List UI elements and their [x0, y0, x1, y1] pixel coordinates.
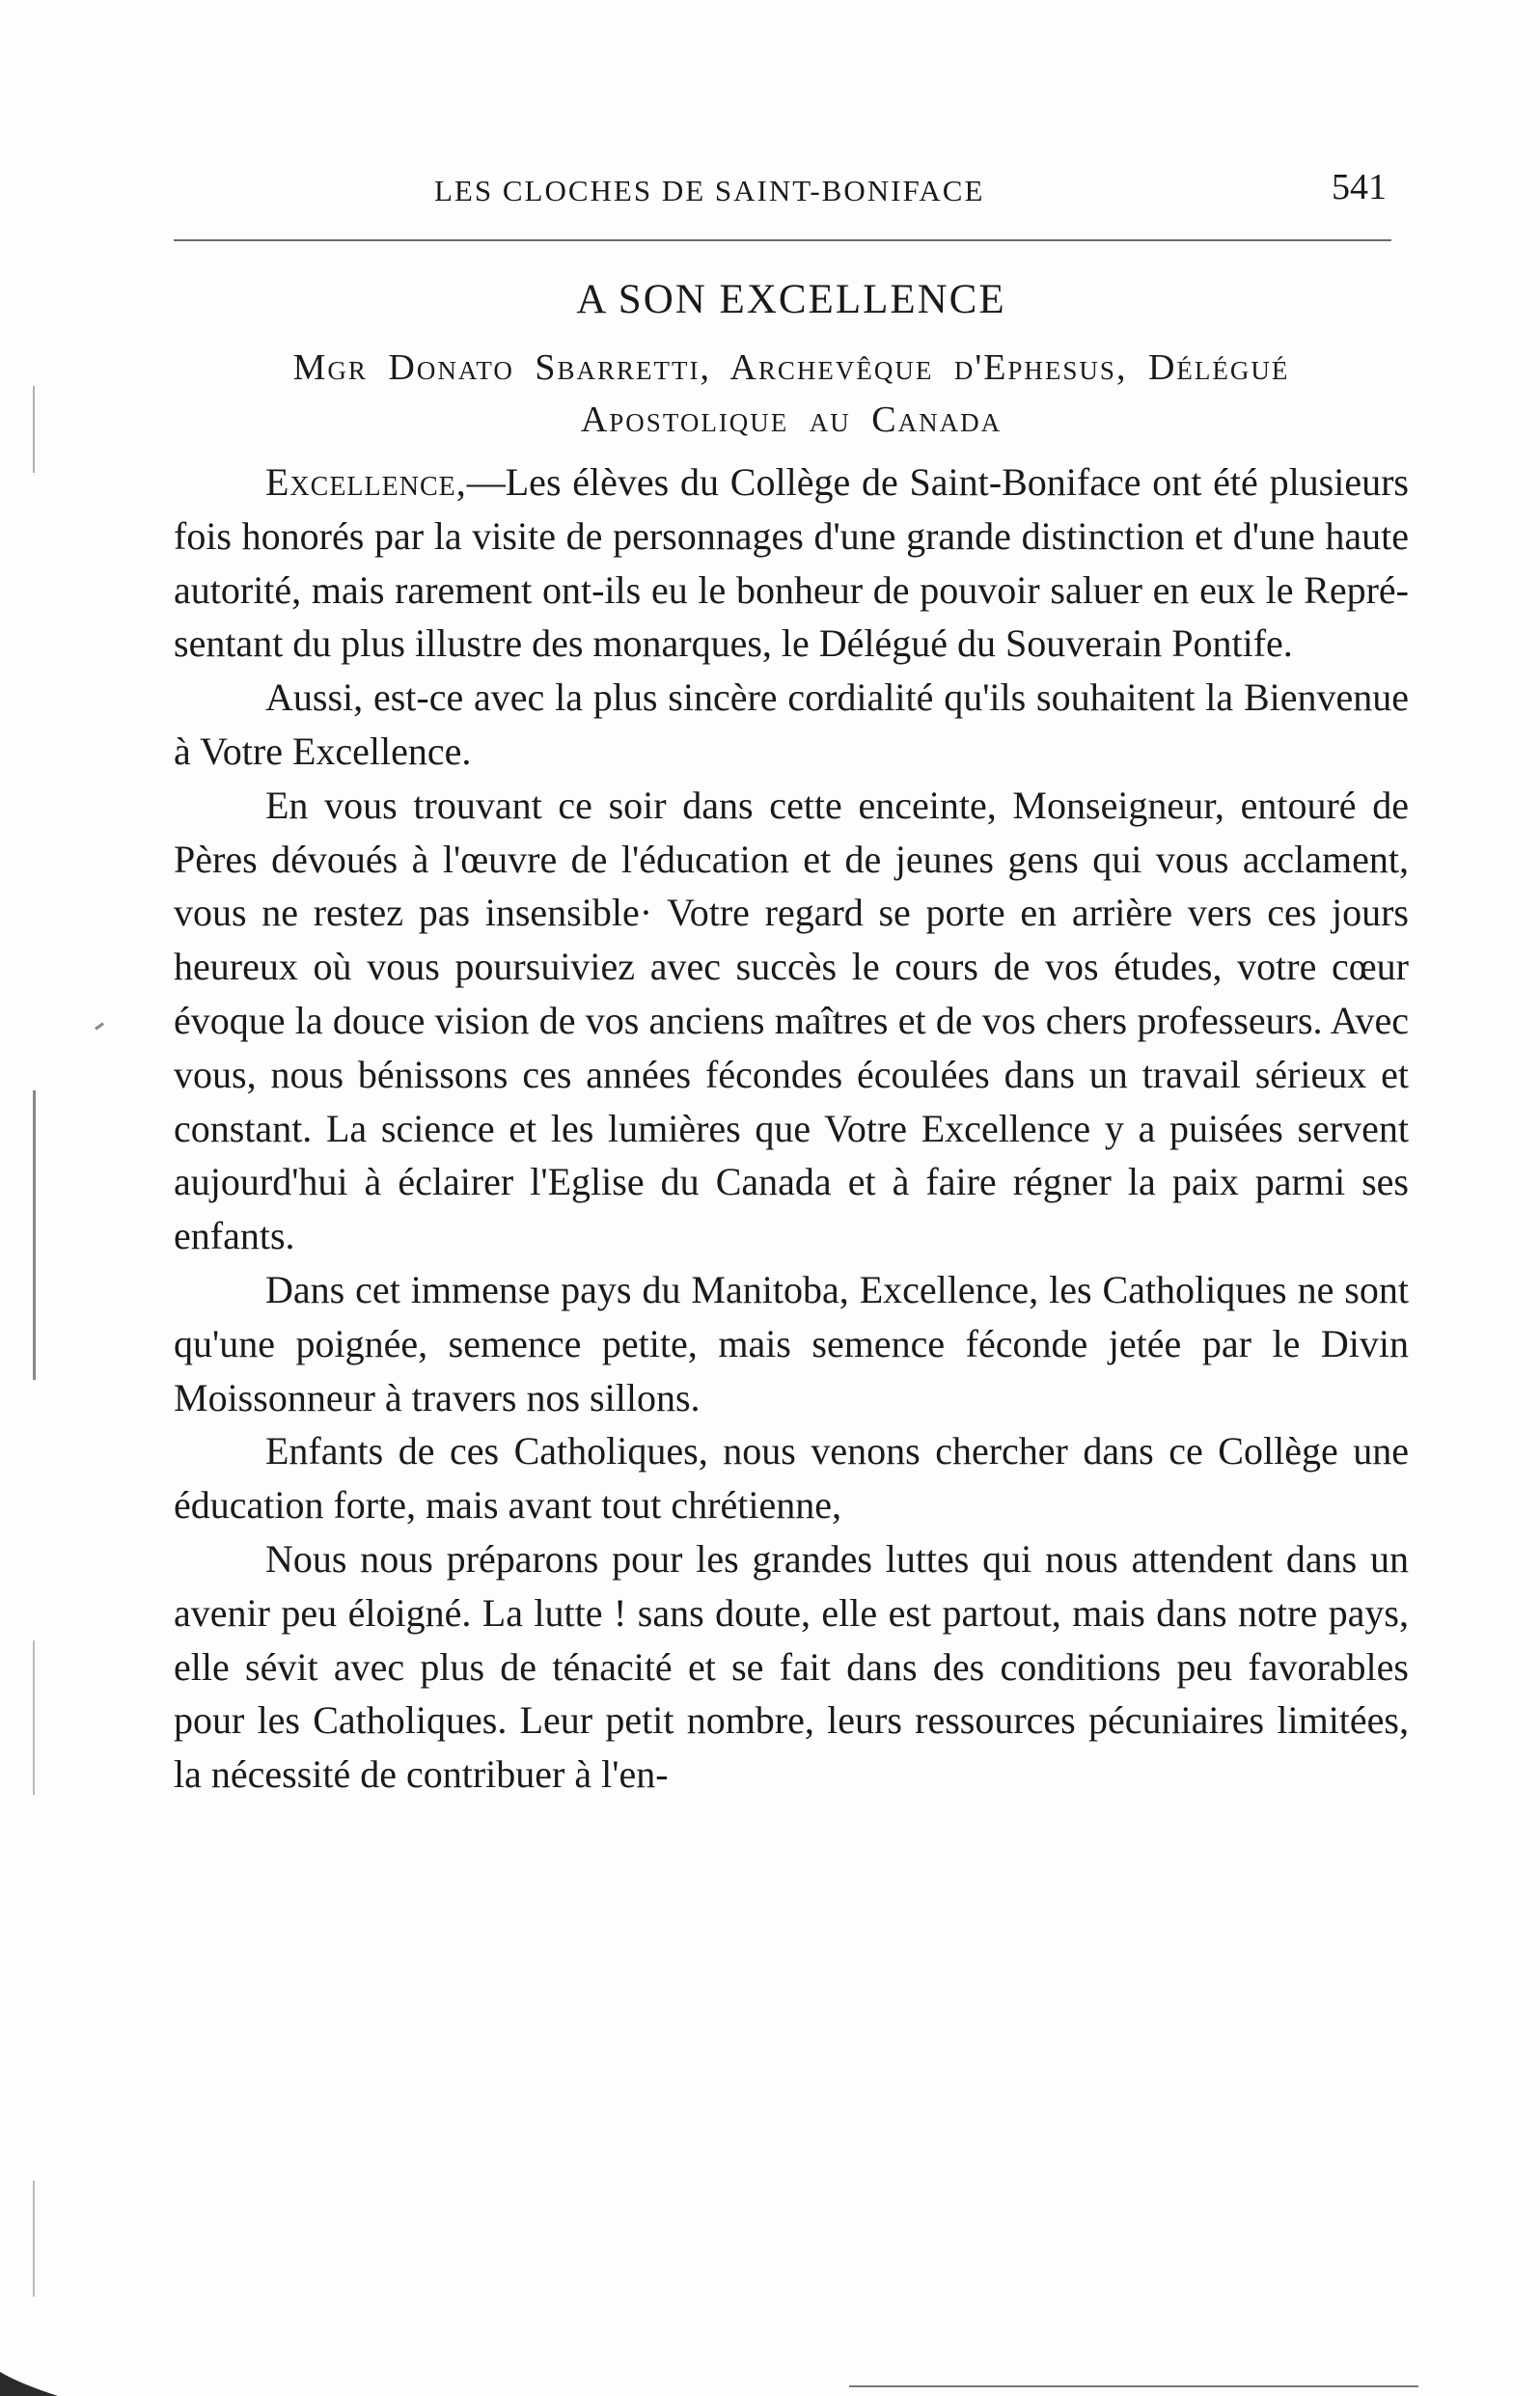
paragraph-5: Enfants de ces Catholiques, nous venons chercher dans ce Collège une éducation forte, mais avant tout chrétienne, — [174, 1429, 1409, 1528]
margin-scan-mark — [33, 2181, 35, 2297]
paragraph-1-text: —Les élèves du Collège de Saint-Boniface ont été plusieurs fois honorés par la visite de personnages d'une grande distinction et d'une haute autorité, mais rarement ont-ils eu le bonheur de pouvoir saluer en eux le Représentant du plus illustre des monarques, le Délégué du Souverain Pontife. — [174, 460, 1409, 666]
page-number: 541 — [1332, 167, 1387, 207]
margin-scan-mark — [33, 386, 35, 473]
paragraph-1 — [174, 455, 1409, 671]
paragraph-6: Nous nous préparons pour les grandes luttes qui nous attendent dans un avenir peu éloigné. La lutte ! sans doute, elle est partout, mais dans notre pays, elle sévit avec plus de ténacité et se fait dans des conditions peu favorables pour les Catholiques. Leur petit nombre, leurs ressources pécuniaires limitées, la nécessité de contribuer à l'en- — [174, 1536, 1409, 1797]
running-title: LES CLOCHES DE SAINT-BONIFACE — [434, 174, 985, 207]
margin-scan-mark — [95, 1022, 104, 1030]
section-heading: A SON EXCELLENCE — [576, 277, 1006, 322]
paragraph-3: En vous trouvant ce soir dans cette enceinte, Monseigneur, entouré de Pères dévoués à l'œuvre de l'éducation et de jeunes gens qui vous acclament, vous ne restez pas insensible· Votre regard se porte en arrière vers ces jours heureux où vous poursuiviez avec succès le cours de vos études, votre cœur évoque la douce vision de vos anciens maîtres et de vos chers professeurs. Avec vous, nous bénissons ces années fécondes écoulées dans un travail sérieux et constant. La science et les lumières que Votre Excellence y a puisées servent aujourd'hui à éclairer l'Eglise du Canada et à faire régner la paix parmi ses enfants. — [174, 783, 1409, 1258]
addressee — [174, 342, 1409, 446]
paragraph-2: Aussi, est-ce avec la plus sincère cordialité qu'ils souhaitent la Bienvenue à Votre Excellence. — [174, 675, 1409, 773]
margin-scan-mark — [33, 1090, 36, 1380]
paragraph-4: Dans cet immense pays du Manitoba, Excellence, les Catholiques ne sont qu'une poignée, semence petite, mais semence féconde jetée par le Divin Moissonneur à travers nos sillons. — [174, 1267, 1409, 1419]
addressee-line1: Mgr Donato Sbarretti, Archevêque d'Ephesus, Délégué — [292, 347, 1290, 388]
addressee-line2: Apostolique au Canada — [580, 399, 1003, 440]
margin-scan-mark — [33, 1640, 35, 1795]
text-block — [174, 262, 1409, 1802]
corner-scan-mark — [0, 2355, 58, 2396]
header-rule — [174, 239, 1391, 241]
running-head — [174, 166, 1404, 220]
bottom-scan-rule — [849, 2385, 1418, 2387]
salutation: Excellence, — [265, 460, 467, 504]
